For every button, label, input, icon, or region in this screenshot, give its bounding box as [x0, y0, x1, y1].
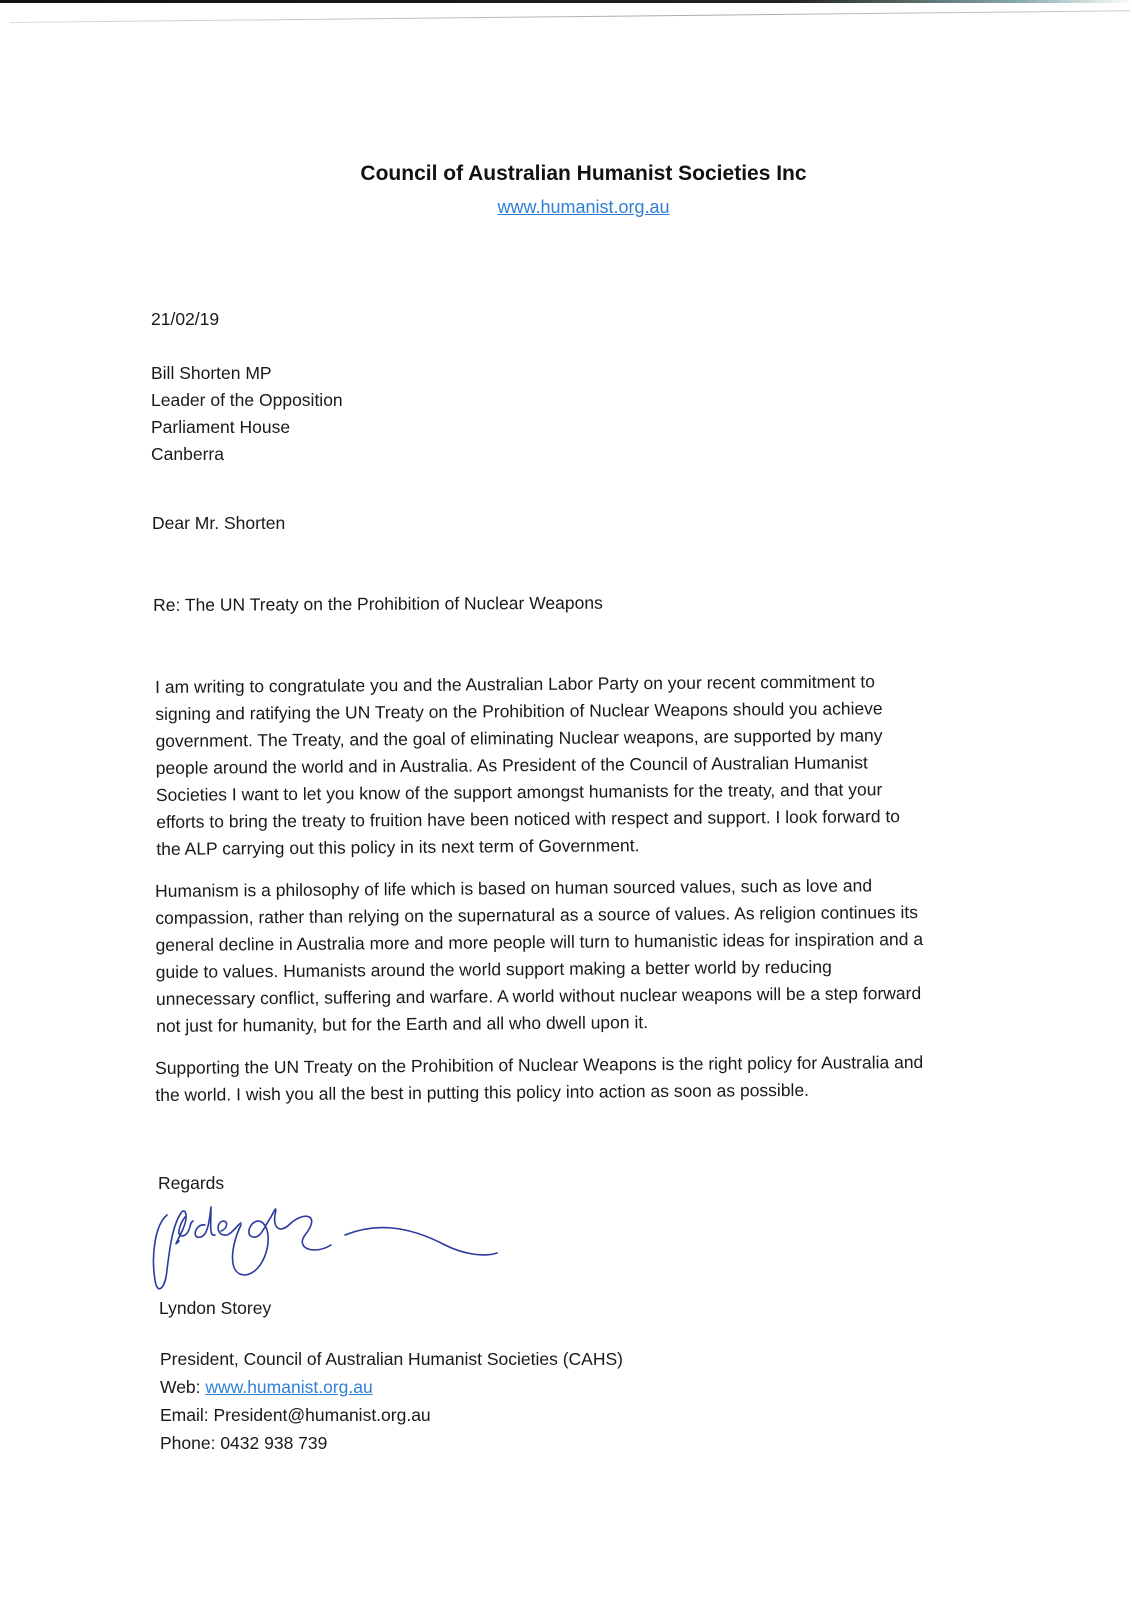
body-line: compassion, rather than relying on the supernatural as a source of values. As religion continues its	[155, 902, 919, 928]
subject-line: Re: The UN Treaty on the Prohibition of Nuclear Weapons	[153, 592, 603, 615]
body-line: Supporting the UN Treaty on the Prohibition of Nuclear Weapons is the right policy for Australia and	[155, 1051, 924, 1078]
body-line: the world. I wish you all the best in putting this policy into action as soon as possible.	[155, 1079, 810, 1105]
letterhead-website-link[interactable]: www.humanist.org.au	[497, 197, 670, 217]
body-line: guide to values. Humanists around the world support making a better world by reducing	[155, 956, 832, 982]
scan-line-divider	[10, 10, 1130, 23]
body-line: I am writing to congratulate you and the Australian Labor Party on your recent commitment to	[155, 671, 875, 697]
body-line: government. The Treaty, and the goal of eliminating Nuclear weapons, are supported by many	[155, 725, 883, 751]
recipient-title: Leader of the Opposition	[151, 390, 343, 410]
letterhead-organization: Council of Australian Humanist Societies Inc	[360, 162, 807, 185]
sender-web-row	[160, 1374, 373, 1401]
sender-email: Email: President@humanist.org.au	[160, 1405, 431, 1425]
body-line: signing and ratifying the UN Treaty on the Prohibition of Nuclear Weapons should you achieve	[155, 698, 883, 724]
body-line: general decline in Australia more and more people will turn to humanistic ideas for inspiration and a	[155, 928, 924, 955]
handwritten-signature-icon	[145, 1195, 505, 1305]
closing: Regards	[158, 1173, 225, 1193]
sender-position: President, Council of Australian Humanist Societies (CAHS)	[160, 1349, 623, 1369]
body-paragraph-2	[155, 871, 1016, 1040]
sender-phone: Phone: 0432 938 739	[160, 1433, 328, 1453]
body-line: people around the world and in Australia. As President of the Council of Australian Humanist	[155, 752, 868, 778]
letterhead-website-container	[0, 197, 1132, 218]
body-paragraph-1	[155, 667, 1016, 863]
salutation: Dear Mr. Shorten	[152, 513, 286, 533]
sender-name: Lyndon Storey	[159, 1298, 272, 1318]
sender-web-link[interactable]: www.humanist.org.au	[205, 1377, 373, 1397]
body-line: Societies I want to let you know of the support amongst humanists for the treaty, and that your	[155, 779, 883, 805]
recipient-name: Bill Shorten MP	[151, 363, 272, 383]
recipient-address-line-1: Parliament House	[151, 417, 291, 437]
body-line: unnecessary conflict, suffering and warfare. A world without nuclear weapons will be a step forward	[155, 982, 922, 1009]
sender-web-label: Web:	[160, 1377, 206, 1397]
body-line: the ALP carrying out this policy in its next term of Government.	[156, 835, 640, 859]
body-line: not just for humanity, but for the Earth and all who dwell upon it.	[156, 1012, 649, 1036]
recipient-address-line-2: Canberra	[151, 444, 224, 464]
letter-date: 21/02/19	[151, 309, 220, 329]
scan-edge	[0, 0, 1132, 3]
body-paragraph-3	[155, 1048, 1015, 1109]
body-line: efforts to bring the treaty to fruition have been noticed with respect and support. I look forward to	[156, 806, 901, 832]
body-line: Humanism is a philosophy of life which is based on human sourced values, such as love and	[155, 875, 873, 901]
